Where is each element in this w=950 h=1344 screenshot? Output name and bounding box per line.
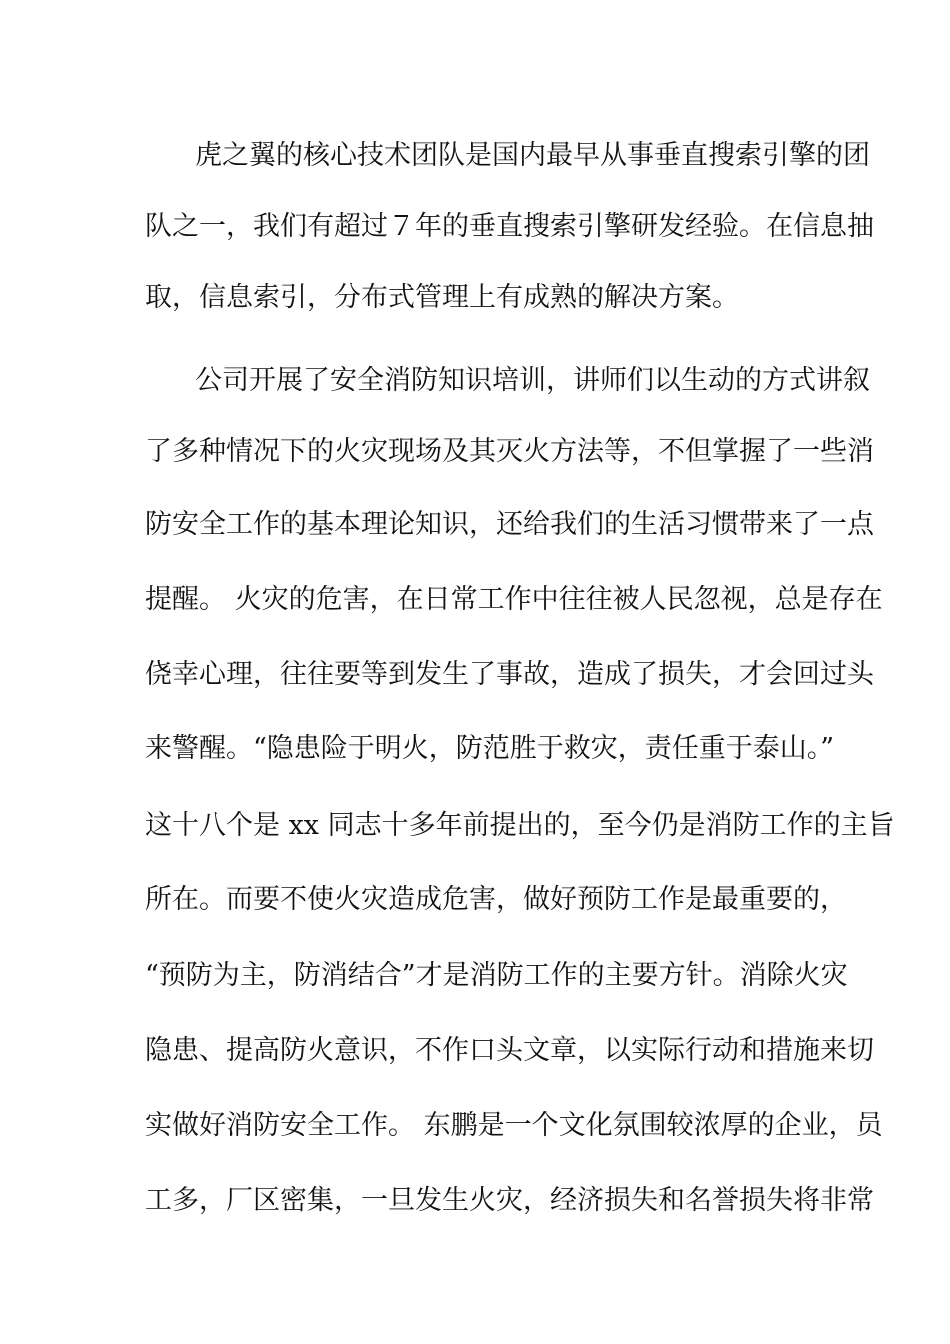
paragraph-2-line-10: 隐患、提高防火意识，不作口头文章，以实际行动和措施来切: [145, 1035, 874, 1066]
paragraph-2-line-12: 工多，厂区密集，一旦发生火灾，经济损失和名誉损失将非常: [145, 1185, 874, 1216]
paragraph-1-line-2: 队之一，我们有超过７年的垂直搜索引擎研发经验。在信息抽: [145, 211, 874, 242]
paragraph-2-line-1: 公司开展了安全消防知识培训，讲师们以生动的方式讲叙: [195, 365, 870, 396]
paragraph-2-line-4: 提醒。 火灾的危害，在日常工作中往往被人民忽视，总是存在: [145, 584, 883, 615]
paragraph-2-line-3: 防安全工作的基本理论知识，还给我们的生活习惯带来了一点: [145, 509, 874, 540]
paragraph-1-line-3: 取，信息索引，分布式管理上有成熟的解决方案。: [145, 282, 739, 313]
paragraph-2-line-9: “预防为主，防消结合”才是消防工作的主要方针。消除火灾: [145, 960, 848, 991]
paragraph-2-line-6: 来警醒。“隐患险于明火，防范胜于救灾，责任重于泰山。”: [145, 733, 835, 764]
paragraph-1-line-1: 虎之翼的核心技术团队是国内最早从事垂直搜索引擎的团: [195, 140, 870, 171]
paragraph-2-line-2: 了多种情况下的火灾现场及其灭火方法等，不但掌握了一些消: [145, 436, 874, 467]
paragraph-2-line-8: 所在。而要不使火灾造成危害，做好预防工作是最重要的，: [145, 884, 847, 915]
paragraph-2-line-7: 这十八个是 xx 同志十多年前提出的，至今仍是消防工作的主旨: [145, 810, 895, 841]
paragraph-2-line-11: 实做好消防安全工作。 东鹏是一个文化氛围较浓厚的企业，员: [145, 1110, 883, 1141]
paragraph-2-line-5: 侥幸心理，往往要等到发生了事故，造成了损失，才会回过头: [145, 659, 874, 690]
